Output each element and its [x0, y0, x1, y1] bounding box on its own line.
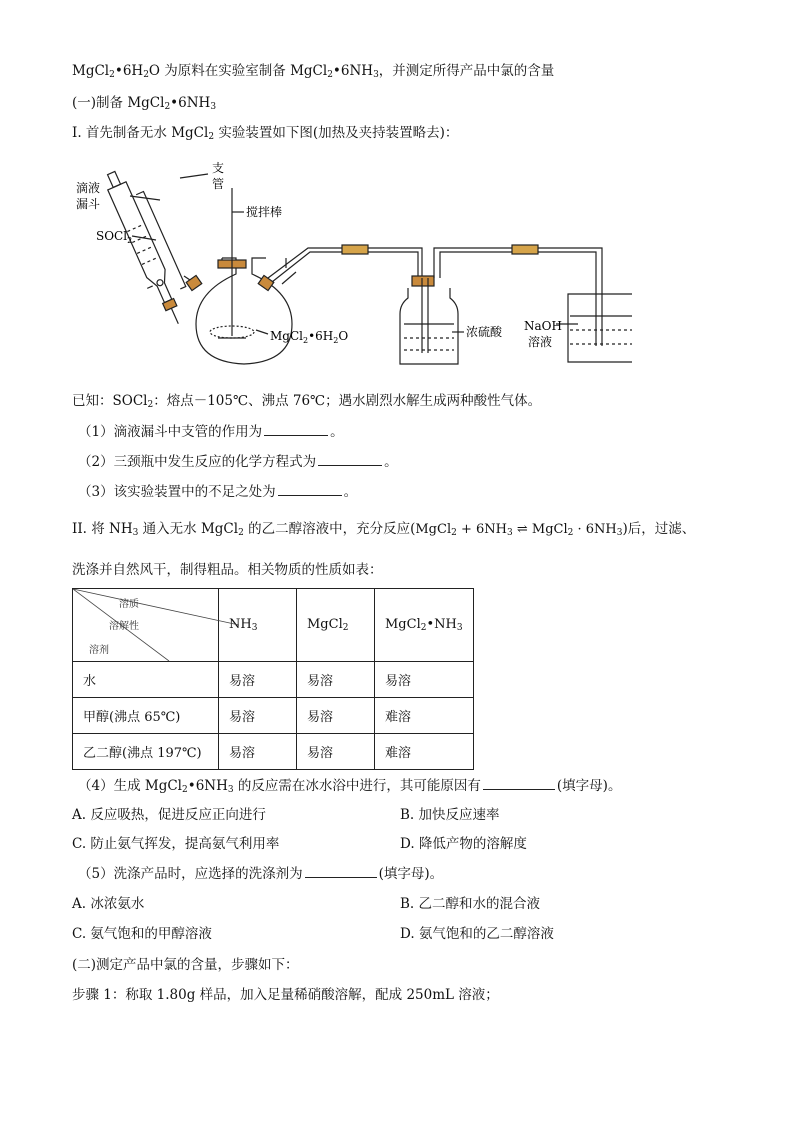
- table-cell: 乙二醇(沸点 197℃): [73, 734, 219, 770]
- intro-text: •6H: [114, 63, 144, 79]
- diag-label-solute: 溶质: [119, 599, 139, 610]
- question-1: （1）滴液漏斗中支管的作用为 。: [78, 424, 344, 440]
- svg-text:溶液: 溶液: [528, 335, 553, 349]
- known-info: 已知：SOCl$_2$：熔点－105℃、沸点 76℃；遇水剧烈水解生成两种酸性气体。: [72, 393, 542, 410]
- step-text: I. 首先制备无水 MgCl: [72, 125, 209, 141]
- table-cell: 易溶: [219, 698, 297, 734]
- label-socl2: SOCl$_2$: [96, 229, 133, 245]
- table-diagonal-header: [73, 589, 219, 662]
- table-cell: 易溶: [297, 662, 375, 698]
- svg-text:漏斗: 漏斗: [76, 197, 101, 211]
- intro-text: ，并测定所得产品中氯的含量: [378, 63, 555, 79]
- label-dropping-funnel: 滴液: [76, 181, 101, 195]
- label-stirrer: 搅拌棒: [246, 205, 283, 219]
- table-cell: 易溶: [375, 662, 474, 698]
- q5-option-b[interactable]: B. 乙二醇和水的混合液: [400, 896, 541, 912]
- answer-blank[interactable]: [278, 483, 342, 496]
- table-cell: 易溶: [219, 734, 297, 770]
- answer-blank[interactable]: [264, 423, 328, 436]
- answer-blank[interactable]: [318, 453, 382, 466]
- label-branch-tube: 支: [212, 161, 225, 175]
- table-cell: 难溶: [375, 734, 474, 770]
- apparatus-diagram: [72, 148, 632, 370]
- intro-line: [72, 62, 554, 84]
- answer-blank[interactable]: [305, 865, 377, 878]
- intro-text: MgCl: [72, 63, 110, 79]
- svg-text:管: 管: [212, 177, 225, 191]
- table-row: [73, 734, 474, 770]
- intro-text: O 为原料在实验室制备 MgCl: [148, 63, 328, 79]
- table-row: [73, 698, 474, 734]
- heading-text: (一)制备 MgCl: [72, 95, 165, 111]
- table-cell: 易溶: [219, 662, 297, 698]
- table-cell: 易溶: [297, 698, 375, 734]
- step-I: [72, 124, 458, 146]
- heading-text: •6NH: [170, 95, 211, 111]
- subscript: 2: [109, 70, 115, 80]
- q4-option-d[interactable]: D. 降低产物的溶解度: [400, 836, 527, 852]
- q5-option-a[interactable]: A. 冰浓氨水: [72, 896, 145, 912]
- table-row: [73, 662, 474, 698]
- reaction-equation: MgCl$_2$ + $6NH_3$ ⇌ MgCl$_2$ · $6NH_3$: [415, 522, 623, 538]
- subscript: 2: [208, 132, 215, 142]
- question-4: （4）生成 $MgCl_2•6NH_3$ 的反应需在冰水浴中进行，其可能原因有 (填字母)。: [78, 778, 622, 795]
- table-header: MgCl$_2$: [297, 589, 375, 662]
- intro-text: •6NH: [332, 63, 374, 79]
- diag-label-solubility: 溶解性: [109, 621, 139, 632]
- question-5: （5）洗涤产品时，应选择的洗涤剂为 (填字母)。: [78, 866, 444, 882]
- label-mgcl2-hydrate: $MgCl_2•6H_2O$: [270, 329, 349, 345]
- q4-option-c[interactable]: C. 防止氨气挥发，提高氨气利用率: [72, 836, 280, 852]
- question-2: （2）三颈瓶中发生反应的化学方程式为 。: [78, 454, 398, 470]
- subscript: 2: [147, 400, 154, 410]
- subscript: 2: [164, 102, 171, 112]
- part1-heading: [72, 94, 216, 116]
- table-header: $MgCl_2•NH_3$: [375, 589, 474, 662]
- step-II-continued: 洗涤并自然风干，制得粗品。相关物质的性质如表：: [72, 562, 383, 578]
- table-header: $NH_3$: [219, 589, 297, 662]
- step-1: 步骤 1：称取 1.80g 样品，加入足量稀硝酸溶解，配成 250mL 溶液；: [72, 987, 499, 1003]
- equilibrium-arrow-icon: ⇌: [512, 522, 532, 537]
- part2-heading: (二)测定产品中氯的含量，步骤如下：: [72, 957, 299, 973]
- table-cell: 易溶: [297, 734, 375, 770]
- subscript: 2: [143, 70, 149, 80]
- answer-blank[interactable]: [483, 777, 555, 790]
- solubility-table: [72, 588, 474, 770]
- table-cell: 难溶: [375, 698, 474, 734]
- table-cell: 甲醇(沸点 65℃): [73, 698, 219, 734]
- q5-option-c[interactable]: C. 氨气饱和的甲醇溶液: [72, 926, 212, 942]
- question-3: （3）该实验装置中的不足之处为 。: [78, 484, 358, 500]
- diag-label-solvent: 溶剂: [89, 645, 109, 656]
- step-text: 实验装置如下图(加热及夹持装置略去)：: [214, 125, 459, 141]
- step-II: II. 将 $NH_3$ 通入无水 MgCl$_2$ 的乙二醇溶液中，充分反应(MgCl$_2$ + $6NH_3$ ⇌ MgCl$_2$ · $6NH_3$)后，过滤、: [72, 521, 696, 538]
- subscript: 3: [210, 102, 217, 112]
- table-cell: 水: [73, 662, 219, 698]
- label-naoh-solution: NaOH: [524, 319, 562, 333]
- subscript: 3: [373, 70, 379, 80]
- q5-option-d[interactable]: D. 氨气饱和的乙二醇溶液: [400, 926, 554, 942]
- q4-option-a[interactable]: A. 反应吸热，促进反应正向进行: [72, 807, 266, 823]
- q4-option-b[interactable]: B. 加快反应速率: [400, 807, 500, 823]
- label-conc-sulfuric-acid: 浓硫酸: [466, 325, 503, 339]
- subscript: 2: [327, 70, 333, 80]
